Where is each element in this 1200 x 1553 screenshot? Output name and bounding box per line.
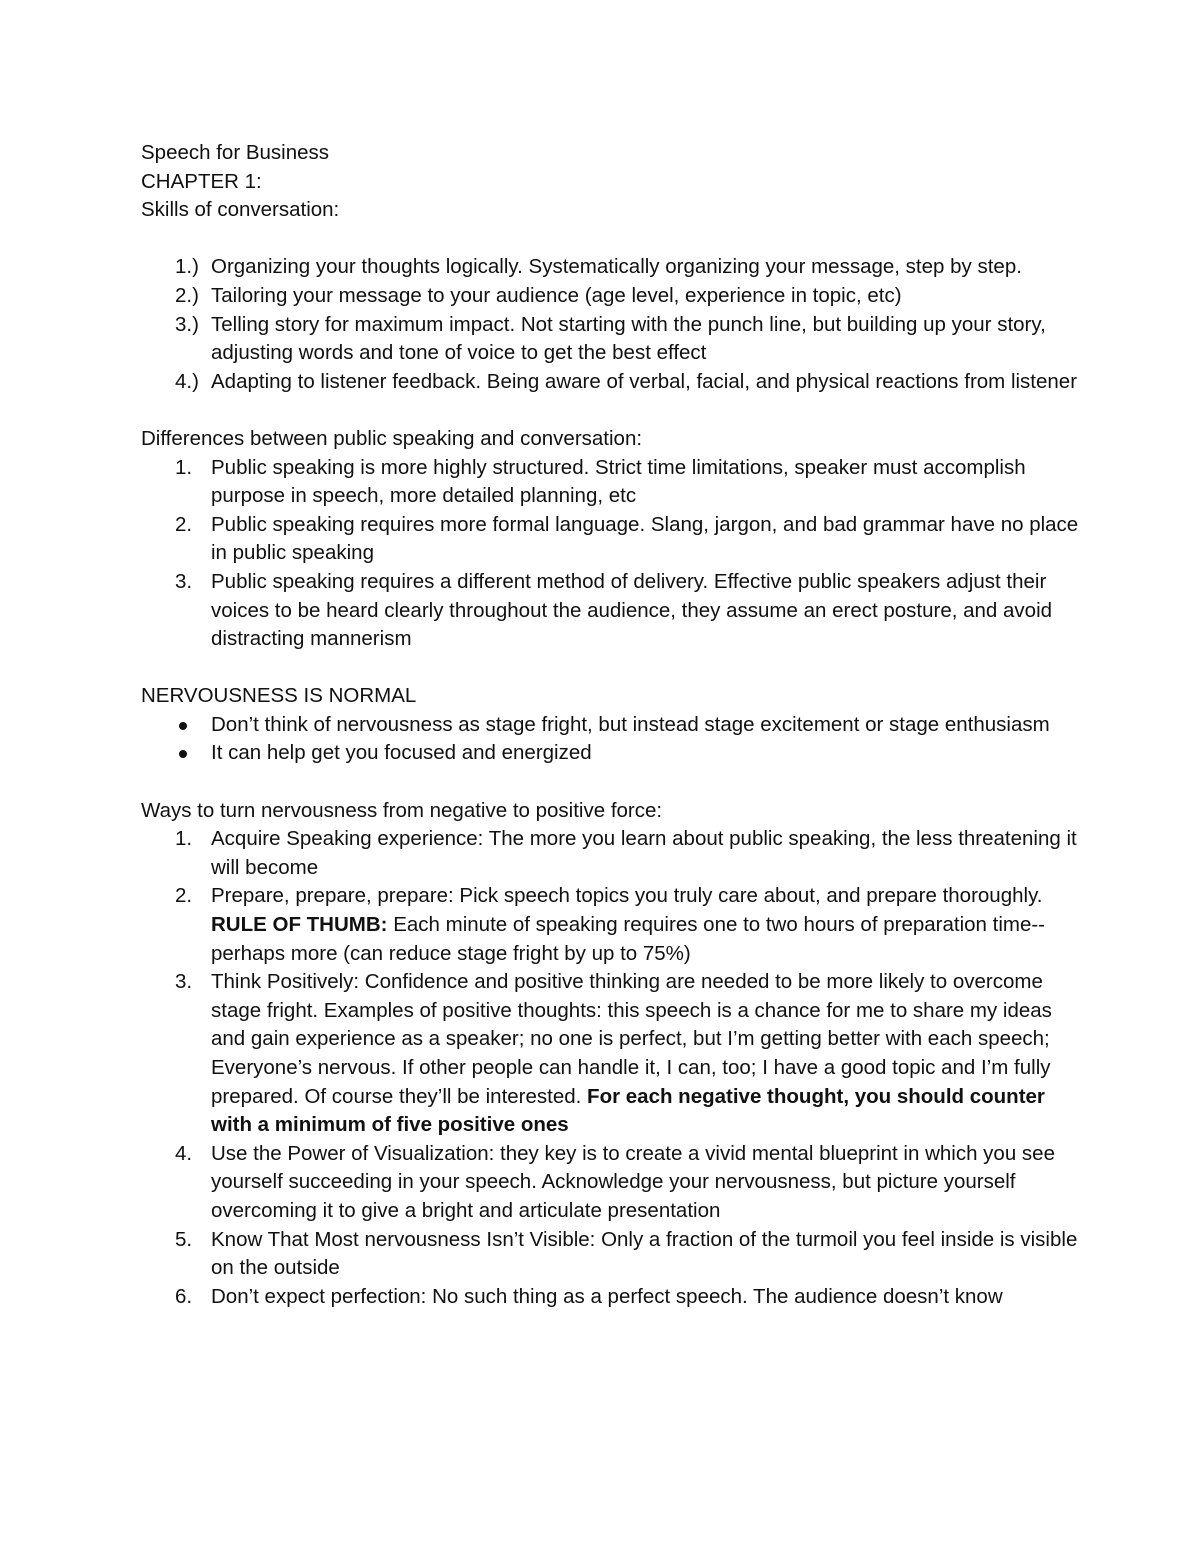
list-item-text: Use the Power of Visualization: they key is to create a vivid mental blueprint in which you see yourself succeeding in your speech. Acknowledge your nervousness, but picture yourself overcoming it to give a bright and articulate presentation: [211, 1141, 1055, 1222]
list-marker: 5.: [175, 1227, 193, 1251]
list-item-text: Prepare, prepare, prepare: Pick speech topics you truly care about, and prepare thoroughly.: [211, 884, 1043, 908]
spacer: [141, 768, 1081, 797]
list-item: [141, 1283, 1081, 1312]
spacer: [141, 396, 1081, 425]
spacer: [141, 654, 1081, 683]
nervousness-heading: NERVOUSNESS IS NORMAL: [141, 684, 417, 708]
list-marker: 3.: [175, 569, 193, 593]
list-item-text: Don’t think of nervousness as stage fright, but instead stage excitement or stage enthusiasm: [211, 712, 1050, 736]
list-item: [141, 711, 1081, 740]
differences-heading: Differences between public speaking and conversation:: [141, 426, 643, 450]
list-item-text: Know That Most nervousness Isn’t Visible: Only a fraction of the turmoil you feel inside is visible on the outside: [211, 1227, 1078, 1280]
ways-heading: Ways to turn nervousness from negative to positive force:: [141, 798, 663, 822]
list-item: [141, 968, 1081, 1140]
list-marker: 6.: [175, 1284, 193, 1308]
list-item-text: Telling story for maximum impact. Not starting with the punch line, but building up your story, adjusting words and tone of voice to get the best effect: [211, 312, 1046, 365]
list-item: [141, 882, 1081, 968]
list-item: [141, 568, 1081, 654]
nervousness-bullets: [141, 711, 1081, 768]
rule-of-thumb-label: RULE OF THUMB:: [211, 913, 388, 937]
list-item: [141, 253, 1081, 282]
list-marker: 2.): [175, 283, 199, 307]
emphasis-text: For each negative thought, you should counter with a minimum of five positive ones: [211, 1084, 1045, 1137]
skills-list: [141, 253, 1081, 396]
list-item: [141, 311, 1081, 368]
list-marker: 1.: [175, 827, 193, 851]
ways-list: [141, 825, 1081, 1311]
spacer: [141, 225, 1081, 254]
list-item: [141, 1140, 1081, 1226]
list-item-text: Tailoring your message to your audience (age level, experience in topic, etc): [211, 283, 902, 307]
list-marker: 2.: [175, 884, 193, 908]
list-marker: 1.): [175, 255, 199, 279]
list-marker: 1.: [175, 455, 193, 479]
list-item-text: Public speaking requires a different method of delivery. Effective public speakers adjust their voices to be heard clearly throughout the audience, they assume an erect posture, and avoid distracting mannerism: [211, 569, 1053, 651]
list-item: [141, 825, 1081, 882]
list-marker: 4.: [175, 1141, 193, 1165]
list-item: [141, 282, 1081, 311]
list-item-text: Each minute of speaking requires one to two hours of preparation time-- perhaps more (can reduce stage fright by up to 75%): [211, 913, 1046, 965]
list-item-text: Acquire Speaking experience: The more you learn about public speaking, the less threatening it will become: [211, 827, 1077, 879]
list-item-text: Don’t expect perfection: No such thing as a perfect speech. The audience doesn’t know: [211, 1284, 1003, 1308]
list-item-text: Adapting to listener feedback. Being aware of verbal, facial, and physical reactions from listener: [211, 369, 1078, 393]
differences-list: [141, 454, 1081, 654]
list-item-text: Public speaking is more highly structured. Strict time limitations, speaker must accomplish purpose in speech, more detailed planning, etc: [211, 455, 1026, 508]
list-marker: 2.: [175, 512, 193, 536]
list-marker: 4.): [175, 369, 199, 393]
list-item-text: It can help get you focused and energized: [211, 741, 592, 765]
document-page: [141, 139, 1081, 1311]
list-item-text: Public speaking requires more formal language. Slang, jargon, and bad grammar have no place in public speaking: [211, 512, 1079, 565]
skills-heading: Skills of conversation:: [141, 198, 340, 222]
list-item: [141, 511, 1081, 568]
list-item: [141, 454, 1081, 511]
list-item: [141, 1226, 1081, 1283]
document-title: Speech for Business: [141, 141, 330, 164]
bullet-icon: [179, 722, 187, 730]
bullet-icon: [179, 750, 187, 758]
chapter-heading: CHAPTER 1:: [141, 169, 262, 193]
list-item: [141, 739, 1081, 768]
list-item: [141, 368, 1081, 397]
list-marker: 3.: [175, 970, 193, 994]
list-item-text: Think Positively: Confidence and positive thinking are needed to be more likely to overcome stage fright. Examples of positive thoughts: this speech is a chance for me to share my ideas and gain experience as a speaker; no one is perfect, but I’m getting better with each speech; Everyone’s nervous. If other people can handle it, I can, too; I have a good topic and I’m fully prepared. Of course they’ll be interested.: [211, 970, 1052, 1108]
list-marker: 3.): [175, 312, 199, 336]
list-item-text: Organizing your thoughts logically. Systematically organizing your message, step by step.: [211, 255, 1022, 279]
